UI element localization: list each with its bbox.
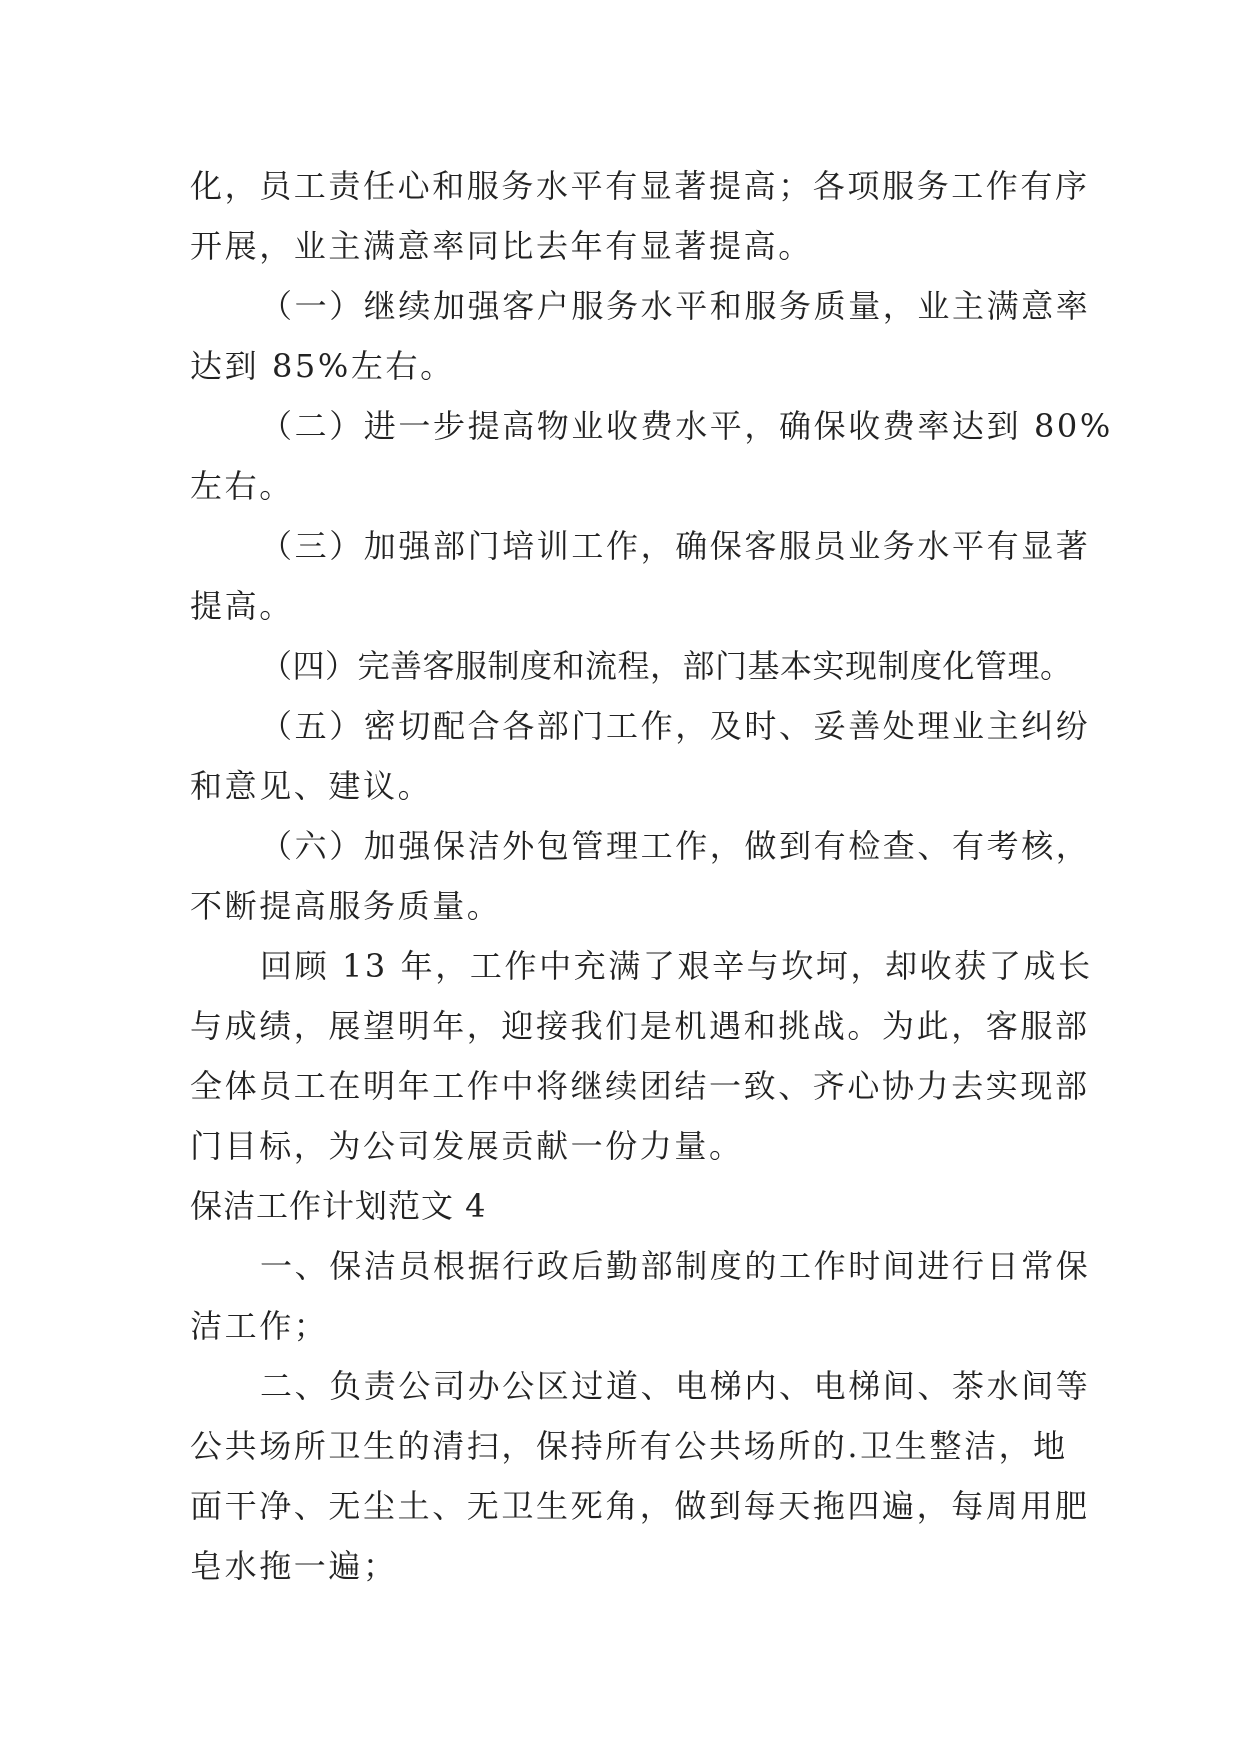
text-line: 化，员工责任心和服务水平有显著提高；各项服务工作有序 xyxy=(190,167,1090,205)
text-line: 左右。 xyxy=(190,467,294,505)
text-line: 洁工作； xyxy=(190,1307,329,1345)
text-line: 达到 85%左右。 xyxy=(190,347,455,385)
text-line: 回顾 13 年，工作中充满了艰辛与坎坷，却收获了成长 xyxy=(260,947,1093,985)
text-line: （二）进一步提高物业收费水平，确保收费率达到 80% xyxy=(260,407,1113,445)
text-line: 与成绩，展望明年，迎接我们是机遇和挑战。为此，客服部 xyxy=(190,1007,1090,1045)
text-line: 全体员工在明年工作中将继续团结一致、齐心协力去实现部 xyxy=(190,1067,1090,1105)
text-line: 提高。 xyxy=(190,587,294,625)
text-line: （五）密切配合各部门工作，及时、妥善处理业主纠纷 xyxy=(260,707,1091,745)
text-line: 公共场所卫生的清扫，保持所有公共场所的.卫生整洁，地 xyxy=(190,1427,1068,1465)
document-page xyxy=(190,156,1113,1596)
text-line: （一）继续加强客户服务水平和服务质量，业主满意率 xyxy=(260,287,1091,325)
text-line: 皂水拖一遍； xyxy=(190,1547,398,1585)
text-line: （三）加强部门培训工作，确保客服员业务水平有显著 xyxy=(260,527,1091,565)
text-line: 门目标，为公司发展贡献一份力量。 xyxy=(190,1127,744,1165)
section-heading: 保洁工作计划范文 4 xyxy=(190,1187,487,1225)
text-line: （六）加强保洁外包管理工作，做到有检查、有考核， xyxy=(260,827,1091,865)
text-line: （四）完善客服制度和流程，部门基本实现制度化管理。 xyxy=(260,647,1073,685)
text-line: 不断提高服务质量。 xyxy=(190,887,502,925)
text-line: 和意见、建议。 xyxy=(190,767,433,805)
text-line: 开展，业主满意率同比去年有显著提高。 xyxy=(190,227,813,265)
text-line: 一、保洁员根据行政后勤部制度的工作时间进行日常保 xyxy=(260,1247,1091,1285)
text-line: 面干净、无尘土、无卫生死角，做到每天拖四遍，每周用肥 xyxy=(190,1487,1090,1525)
text-line: 二、负责公司办公区过道、电梯内、电梯间、茶水间等 xyxy=(260,1367,1091,1405)
